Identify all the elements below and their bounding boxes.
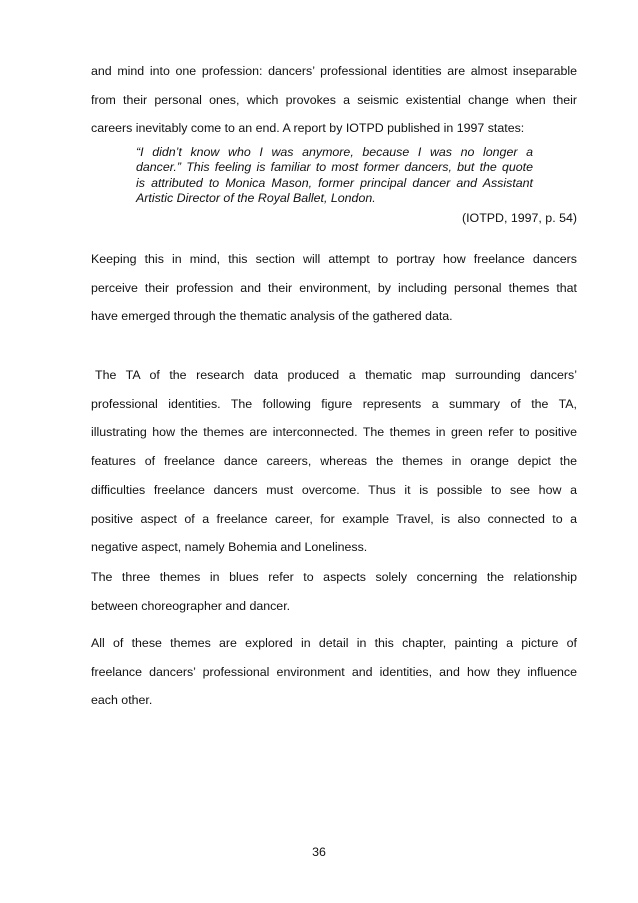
paragraph-4-line: between choreographer and dancer. — [91, 598, 291, 613]
quote-line: dancer.” This feeling is familiar to most former dancers, but the quote — [136, 160, 533, 175]
quote-line: is attributed to Monica Mason, former principal dancer and Assistant — [136, 175, 533, 190]
page-number: 36 — [312, 845, 326, 859]
paragraph-1 — [91, 57, 577, 143]
paragraph-5 — [91, 629, 577, 715]
paragraph-4 — [91, 563, 577, 620]
paragraph-3-line: The TA of the research data produced a thematic map surrounding dancers’ — [95, 368, 577, 382]
block-quote — [136, 145, 533, 206]
paragraph-1-line: from their personal ones, which provokes a seismic existential change when their — [91, 92, 577, 107]
paragraph-3-line: positive aspect of a freelance career, for example Travel, is also connected to a — [91, 511, 577, 526]
paragraph-3-line: illustrating how the themes are interconnected. The themes in green refer to positive — [91, 425, 577, 440]
quote-line: “I didn’t know who I was anymore, because I was no longer a — [136, 145, 533, 159]
paragraph-1-line: and mind into one profession: dancers’ professional identities are almost inseparable — [91, 64, 577, 78]
paragraph-3-line: negative aspect, namely Bohemia and Loneliness. — [91, 540, 368, 555]
paragraph-2-line: Keeping this in mind, this section will attempt to portray how freelance dancers — [91, 252, 577, 266]
paragraph-2-line: perceive their profession and their environment, by including personal themes that — [91, 280, 577, 295]
quote-citation: (IOTPD, 1997, p. 54) — [461, 211, 577, 225]
paragraph-3-line: features of freelance dance careers, whereas the themes in orange depict the — [91, 454, 577, 469]
paragraph-5-line: each other. — [91, 693, 153, 708]
paragraph-5-line: freelance dancers’ professional environment and identities, and how they influence — [91, 664, 577, 679]
paragraph-3-line: difficulties freelance dancers must overcome. Thus it is possible to see how a — [91, 482, 577, 497]
paragraph-2 — [91, 245, 577, 331]
quote-line: Artistic Director of the Royal Ballet, London. — [136, 190, 376, 205]
paragraph-2-line: have emerged through the thematic analysis of the gathered data. — [91, 309, 453, 324]
paragraph-4-line: The three themes in blues refer to aspects solely concerning the relationship — [91, 570, 577, 584]
paragraph-3-line: professional identities. The following figure represents a summary of the TA, — [91, 396, 577, 411]
paragraph-5-line: All of these themes are explored in detail in this chapter, painting a picture of — [91, 636, 577, 650]
paragraph-1-line: careers inevitably come to an end. A report by IOTPD published in 1997 states: — [91, 121, 525, 136]
paragraph-3 — [91, 361, 577, 562]
